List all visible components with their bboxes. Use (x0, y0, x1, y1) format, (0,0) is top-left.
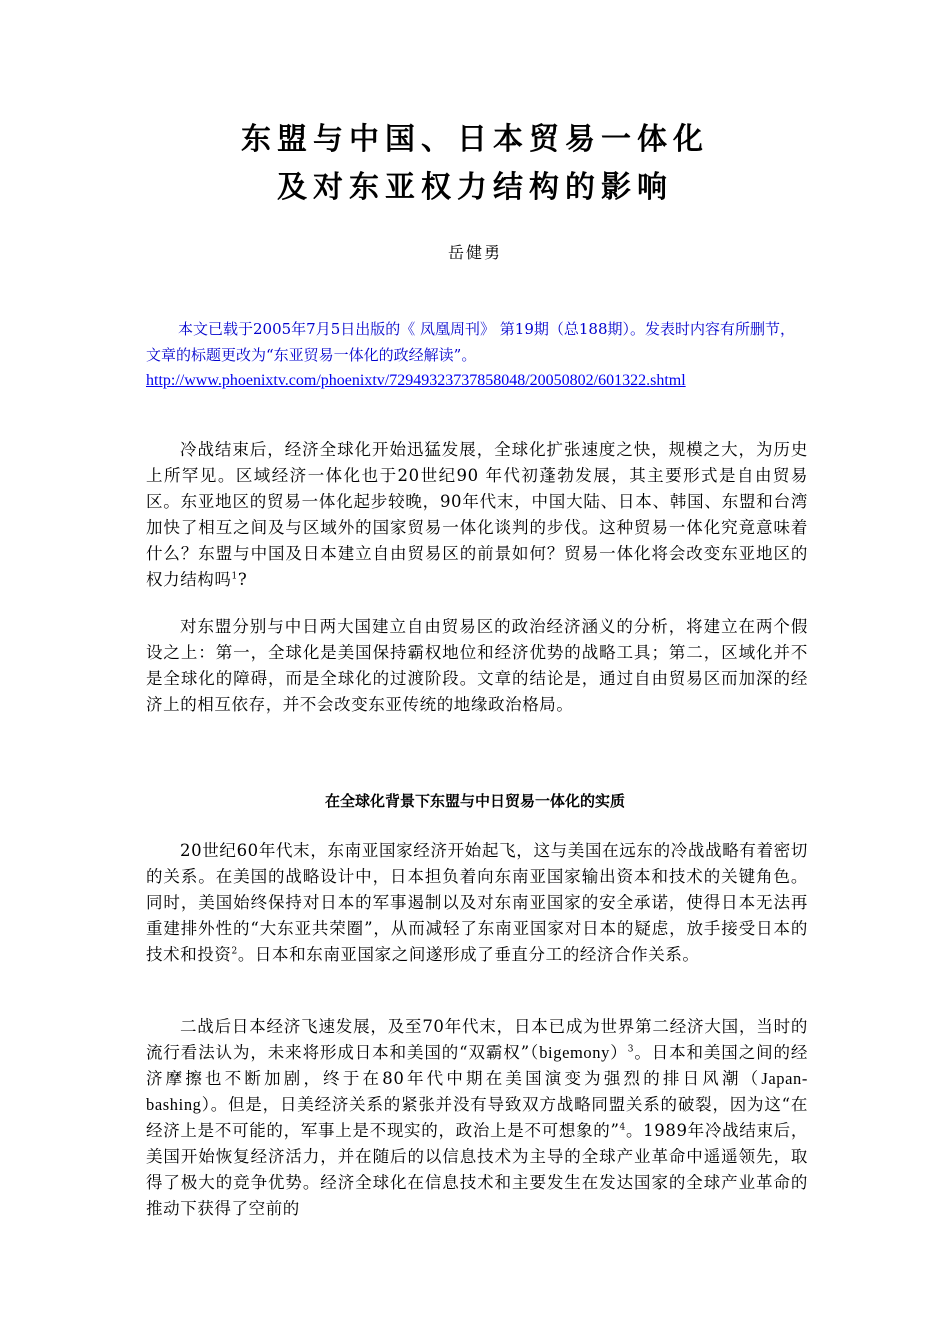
paragraph-text-continued: 。日本和美国之间的经济摩擦也不断加剧，终于在80年代中期在美国演变为强烈的排日风潮（ (146, 1043, 808, 1088)
paragraph-text-continued: 。日本和东南亚国家之间遂形成了垂直分工的经济合作关系。 (237, 945, 700, 964)
paragraph-southeast-asia (146, 838, 808, 968)
paragraph-text: 20世纪60年代末，东南亚国家经济开始起飞，这与美国在远东的冷战战略有着密切的关系。在美国的战略设计中，日本担负着向东南亚国家输出资本和技术的关键角色。同时，美国始终保持对日本的军事遏制以及对东南亚国家的安全承诺，使得日本无法再重建排外性的“大东亚共荣圈”，从而减轻了东南亚国家对日本的疑虑，放手接受日本的技术和投资 (146, 841, 808, 964)
paragraph-text: 对东盟分别与中日两大国建立自由贸易区的政治经济涵义的分析，将建立在两个假设之上：第一，全球化是美国保持霸权地位和经济优势的战略工具；第二，区域化并不是全球化的障碍，而是全球化的过渡阶段。文章的结论是，通过自由贸易区而加深的经济上的相互依存，并不会改变东亚传统的地缘政治格局。 (146, 617, 808, 714)
term-japan-bashing: Japan-bashing (146, 1069, 808, 1114)
publication-note (146, 316, 806, 394)
paragraph-text-continued: ）。但是，日美经济关系的紧张并没有导致双方战略同盟关系的破裂，因为这“在经济上是不可能的，军事上是不现实的，政治上是不可想象的” (146, 1095, 808, 1140)
paragraph-text-continued: ） (609, 1043, 628, 1062)
author-name: 岳健勇 (447, 243, 502, 262)
paragraph-text: 冷战结束后，经济全球化开始迅猛发展，全球化扩张速度之快，规模之大，为历史上所罕见。区域经济一体化也于20世纪90 年代初蓬勃发展，其主要形式是自由贸易区。东亚地区的贸易一体化起步较晚，90年代末，中国大陆、日本、韩国、东盟和台湾加快了相互之间及与区域外的国家贸易一体化谈判的步伐。这种贸易一体化究竟意味着什么？东盟与中国及日本建立自由贸易区的前景如何？贸易一体化将会改变东亚地区的权力结构吗 (146, 440, 808, 589)
footnote-ref[interactable]: 3 (627, 1044, 635, 1055)
source-link[interactable]: http://www.phoenixtv.com/phoenixtv/72949323737858048/20050802/601322.shtml (146, 372, 686, 389)
paragraph-hypotheses (146, 614, 808, 718)
document-title-line-1: 东盟与中国、日本贸易一体化 (241, 122, 709, 157)
term-bigemony: bigemony (539, 1043, 610, 1062)
footnote-ref[interactable]: 1 (231, 571, 238, 582)
paragraph-intro (146, 437, 808, 593)
paragraph-text: 二战后日本经济飞速发展，及至70年代末，日本已成为世界第二经济大国，当时的流行看法认为，未来将形成日本和美国的“双霸权”（ (146, 1017, 808, 1062)
section-heading: 在全球化背景下东盟与中日贸易一体化的实质 (324, 792, 625, 810)
paragraph-tail: ? (237, 570, 248, 589)
paragraph-text-continued: 。1989年冷战结束后，美国开始恢复经济活力，并在随后的以信息技术为主导的全球产业革命中遥遥领先，取得了极大的竞争优势。经济全球化在信息技术和主要发生在发达国家的全球产业革命的推动下获得了空前的 (146, 1121, 808, 1218)
paragraph-japan-us (146, 1014, 808, 1222)
footnote-ref[interactable]: 2 (231, 946, 238, 957)
document-title-line-2: 及对东亚权力结构的影响 (277, 170, 673, 205)
publication-note-text: 本文已载于2005年7月5日出版的《 凤凰周刊》 第19期（总188期）。发表时内容有所删节，文章的标题更改为“东亚贸易一体化的政经解读”。 (146, 320, 796, 364)
footnote-ref[interactable]: 4 (619, 1122, 626, 1133)
